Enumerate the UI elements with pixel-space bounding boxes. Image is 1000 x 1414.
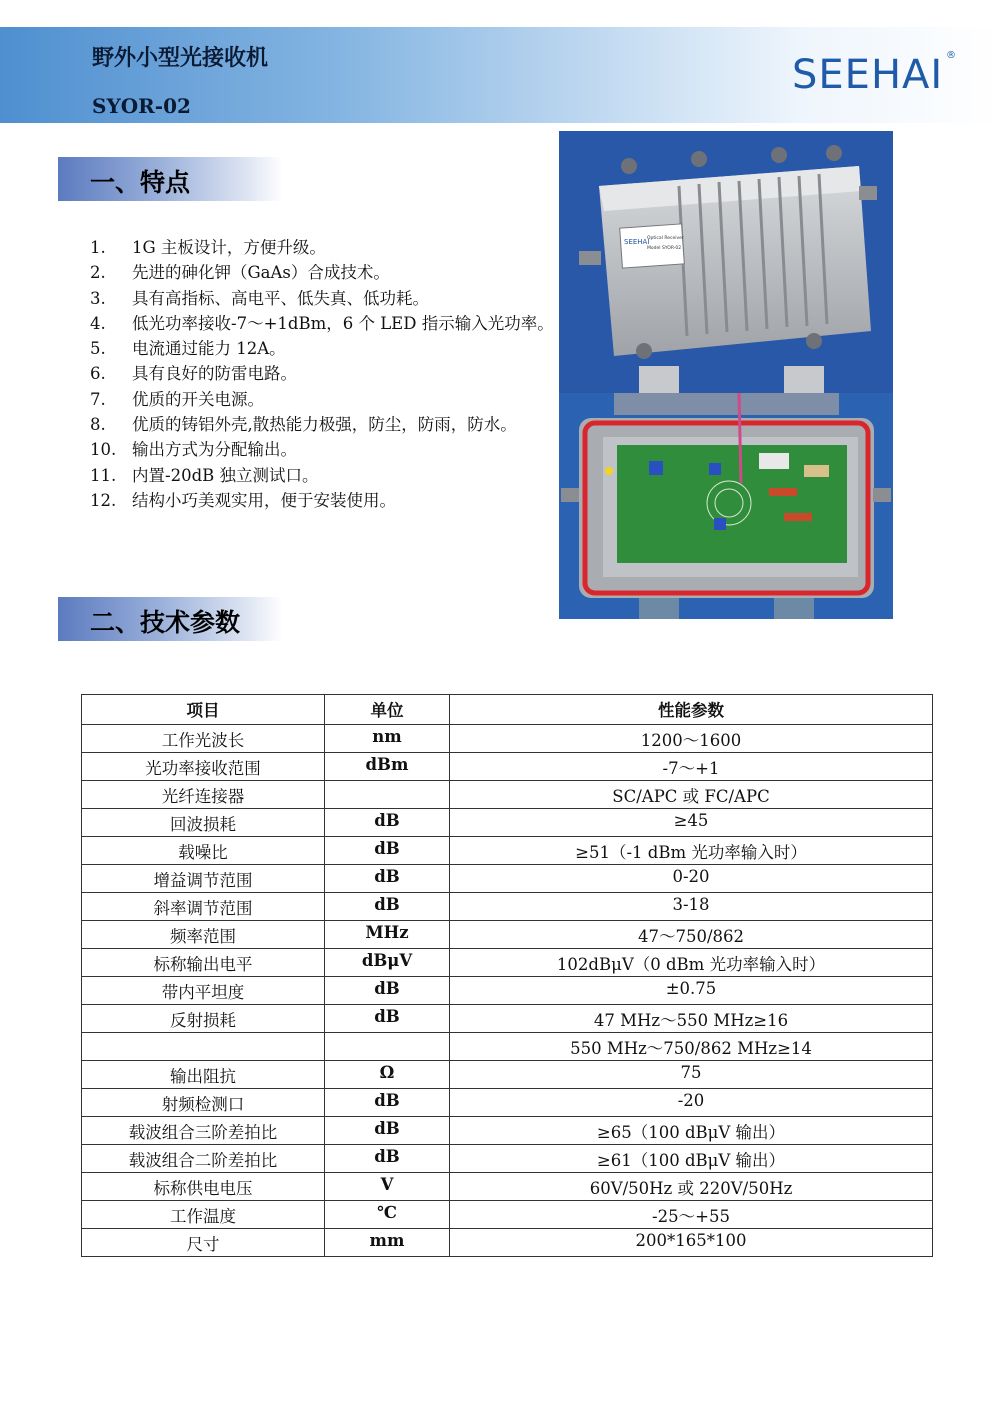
- table-row: [82, 753, 933, 781]
- feature-number: 1.: [90, 238, 106, 257]
- column-header-item: 项目: [82, 695, 325, 725]
- feature-text: 输出方式为分配输出。: [132, 440, 297, 460]
- value-cell: ≥61（100 dBμV 输出）: [450, 1145, 933, 1173]
- value-cell: ±0.75: [450, 977, 933, 1005]
- feature-number: 6.: [90, 364, 106, 384]
- feature-list: [90, 235, 560, 513]
- value-cell: -7～+1: [450, 753, 933, 781]
- value-cell: 47～750/862: [450, 921, 933, 949]
- table-row: [82, 949, 933, 977]
- brand-logo: SEEHAI: [792, 52, 944, 98]
- unit-cell: dB: [325, 837, 450, 865]
- item-cell: 回波损耗: [82, 809, 325, 837]
- unit-cell: dB: [325, 1089, 450, 1117]
- unit-cell: ℃: [325, 1201, 450, 1229]
- list-item: [90, 361, 560, 386]
- list-item: [90, 387, 560, 412]
- feature-number: 7.: [90, 389, 106, 409]
- unit-cell: [325, 1033, 450, 1061]
- label-brand: SEEHAI: [624, 238, 650, 246]
- list-item: [90, 286, 560, 311]
- label-line1: Optical Receiver: [647, 236, 684, 241]
- enclosure-closed-illustration: [559, 131, 893, 393]
- unit-cell: dB: [325, 809, 450, 837]
- list-item: [90, 336, 560, 361]
- feature-number: 5.: [90, 339, 106, 359]
- item-cell: 标称供电电压: [82, 1173, 325, 1201]
- value-cell: 47 MHz～550 MHz≥16: [450, 1005, 933, 1033]
- feature-number: 2.: [90, 263, 106, 283]
- item-cell: 光功率接收范围: [82, 753, 325, 781]
- item-cell: [82, 1033, 325, 1061]
- feature-text: 具有高指标、高电平、低失真、低功耗。: [132, 288, 429, 308]
- feature-text: 1G 主板设计，方便升级。: [132, 238, 326, 257]
- unit-cell: dB: [325, 1117, 450, 1145]
- section-heading-features: [58, 157, 283, 201]
- section-title: 二、技术参数: [90, 608, 241, 637]
- table-row: [82, 1061, 933, 1089]
- item-cell: 工作温度: [82, 1201, 325, 1229]
- item-cell: 频率范围: [82, 921, 325, 949]
- feature-text: 具有良好的防雷电路。: [132, 364, 297, 384]
- spec-table-body: [82, 725, 933, 1257]
- unit-cell: mm: [325, 1229, 450, 1257]
- item-cell: 光纤连接器: [82, 781, 325, 809]
- item-cell: 标称输出电平: [82, 949, 325, 977]
- table-row: [82, 1005, 933, 1033]
- value-cell: 200*165*100: [450, 1229, 933, 1257]
- item-cell: 工作光波长: [82, 725, 325, 753]
- value-cell: 3-18: [450, 893, 933, 921]
- table-row: [82, 725, 933, 753]
- item-cell: 载波组合二阶差拍比: [82, 1145, 325, 1173]
- table-row: [82, 921, 933, 949]
- feature-text: 低光功率接收-7～+1dBm，6 个 LED 指示输入光功率。: [132, 313, 554, 333]
- feature-number: 12.: [90, 490, 117, 510]
- enclosure-open-illustration: [559, 393, 893, 619]
- value-cell: SC/APC 或 FC/APC: [450, 781, 933, 809]
- feature-number: 4.: [90, 313, 106, 333]
- value-cell: 0-20: [450, 865, 933, 893]
- table-row: [82, 977, 933, 1005]
- item-cell: 尺寸: [82, 1229, 325, 1257]
- unit-cell: [325, 781, 450, 809]
- table-row: [82, 1117, 933, 1145]
- value-cell: 75: [450, 1061, 933, 1089]
- product-photo-open: [559, 393, 893, 619]
- list-item: [90, 437, 560, 462]
- item-cell: 输出阻抗: [82, 1061, 325, 1089]
- unit-cell: nm: [325, 725, 450, 753]
- list-item: [90, 463, 560, 488]
- unit-cell: dB: [325, 977, 450, 1005]
- item-cell: 斜率调节范围: [82, 893, 325, 921]
- feature-number: 8.: [90, 415, 106, 435]
- table-row: [82, 865, 933, 893]
- table-row: [82, 893, 933, 921]
- unit-cell: V: [325, 1173, 450, 1201]
- item-cell: 射频检测口: [82, 1089, 325, 1117]
- column-header-unit: 单位: [325, 695, 450, 725]
- table-row: [82, 1145, 933, 1173]
- list-item: [90, 488, 560, 513]
- unit-cell: dB: [325, 865, 450, 893]
- feature-text: 先进的砷化钾（GaAs）合成技术。: [132, 263, 390, 283]
- column-header-value: 性能参数: [450, 695, 933, 725]
- unit-cell: Ω: [325, 1061, 450, 1089]
- table-row: [82, 1033, 933, 1061]
- unit-cell: dBm: [325, 753, 450, 781]
- product-photo-closed: [559, 131, 893, 393]
- value-cell: -20: [450, 1089, 933, 1117]
- product-title: 野外小型光接收机: [92, 46, 269, 71]
- list-item: [90, 412, 560, 437]
- feature-text: 优质的开关电源。: [132, 389, 264, 409]
- table-row: [82, 1229, 933, 1257]
- label-line2: Model SYOR-02: [647, 246, 682, 251]
- feature-number: 3.: [90, 288, 106, 308]
- value-cell: ≥51（-1 dBm 光功率输入时）: [450, 837, 933, 865]
- table-row: [82, 781, 933, 809]
- value-cell: -25～+55: [450, 1201, 933, 1229]
- registered-mark: ®: [946, 50, 956, 61]
- feature-text: 内置-20dB 独立测试口。: [132, 465, 319, 485]
- item-cell: 带内平坦度: [82, 977, 325, 1005]
- feature-text: 电流通过能力 12A。: [132, 339, 286, 359]
- item-cell: 载噪比: [82, 837, 325, 865]
- feature-text: 结构小巧美观实用，便于安装使用。: [132, 490, 396, 510]
- list-item: [90, 311, 560, 336]
- table-row: [82, 837, 933, 865]
- item-cell: 载波组合三阶差拍比: [82, 1117, 325, 1145]
- item-cell: 反射损耗: [82, 1005, 325, 1033]
- unit-cell: dBμV: [325, 949, 450, 977]
- value-cell: 60V/50Hz 或 220V/50Hz: [450, 1173, 933, 1201]
- unit-cell: dB: [325, 893, 450, 921]
- feature-number: 10.: [90, 440, 117, 460]
- value-cell: 550 MHz～750/862 MHz≥14: [450, 1033, 933, 1061]
- section-title: 一、特点: [90, 168, 191, 197]
- section-heading-specs: [58, 597, 283, 641]
- unit-cell: dB: [325, 1145, 450, 1173]
- unit-cell: dB: [325, 1005, 450, 1033]
- item-cell: 增益调节范围: [82, 865, 325, 893]
- table-row: [82, 809, 933, 837]
- table-row: [82, 1173, 933, 1201]
- value-cell: 1200～1600: [450, 725, 933, 753]
- value-cell: ≥45: [450, 809, 933, 837]
- product-model: SYOR-02: [92, 94, 191, 118]
- value-cell: 102dBμV（0 dBm 光功率输入时）: [450, 949, 933, 977]
- feature-number: 11.: [90, 465, 117, 485]
- value-cell: ≥65（100 dBμV 输出）: [450, 1117, 933, 1145]
- table-row: [82, 1201, 933, 1229]
- spec-table: [81, 694, 933, 1257]
- table-row: [82, 1089, 933, 1117]
- list-item: [90, 235, 560, 260]
- unit-cell: MHz: [325, 921, 450, 949]
- list-item: [90, 260, 560, 285]
- feature-text: 优质的铸铝外壳,散热能力极强，防尘，防雨，防水。: [132, 415, 517, 435]
- table-header-row: [82, 695, 933, 725]
